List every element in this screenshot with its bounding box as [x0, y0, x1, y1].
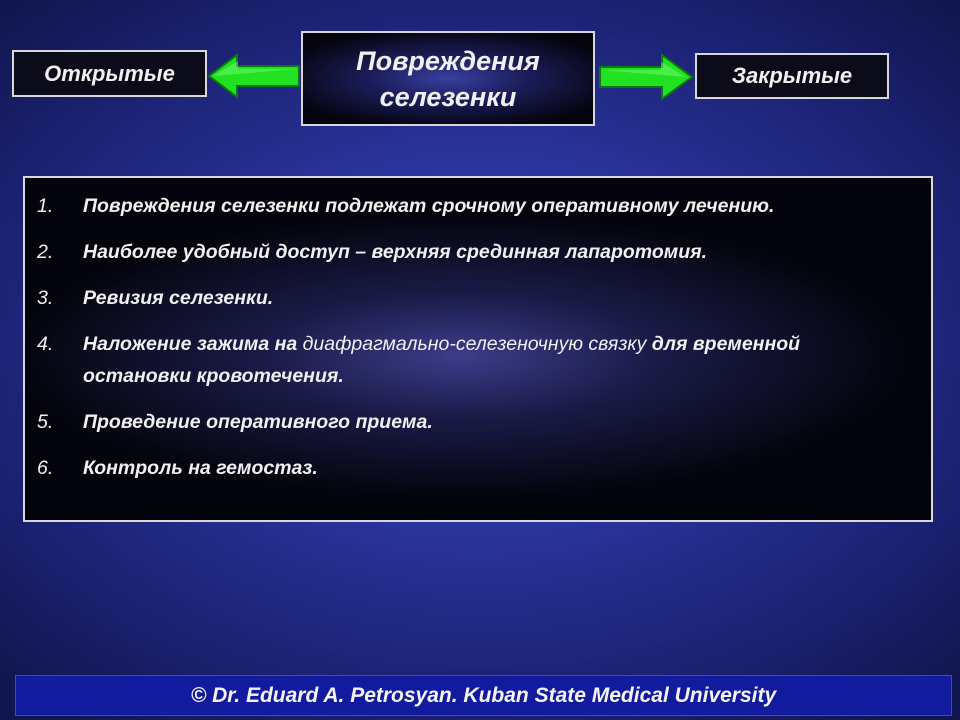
- closed-injuries-box: [695, 53, 889, 99]
- list-item-text: Проведение оперативного приема.: [83, 411, 433, 433]
- list-item-text: Ревизия селезенки.: [83, 287, 274, 309]
- list-item-number: 5.: [37, 411, 54, 433]
- closed-injuries-label: Закрытые: [731, 63, 853, 88]
- list-item-number: 6.: [37, 457, 54, 479]
- list-item: [25, 406, 931, 438]
- list-item-text-ligament: диафрагмально-селезеночную связку: [302, 333, 647, 355]
- list-item-text: Контроль на гемостаз.: [83, 457, 318, 479]
- copyright-text: © Dr. Eduard A. Petrosyan. Kuban State Medical University: [190, 683, 777, 707]
- list-item: [25, 190, 931, 222]
- list-item-text: Наиболее удобный доступ – верхняя срединная лапаротомия.: [83, 241, 708, 263]
- treatment-steps-list: [23, 176, 933, 522]
- list-item-text-c: для временной остановки кровотечения.: [83, 333, 801, 387]
- list-item-text-a: Наложение зажима на: [83, 333, 303, 355]
- copyright-footer: [15, 675, 952, 716]
- list-item-number: 3.: [37, 287, 54, 309]
- list-item: [25, 328, 931, 392]
- list-item-number: 4.: [37, 333, 54, 355]
- list-item: [25, 452, 931, 484]
- open-injuries-box: [12, 50, 207, 97]
- open-injuries-label: Открытые: [44, 60, 175, 86]
- list-item-number: 2.: [37, 241, 54, 263]
- right-arrow-icon: [598, 53, 694, 101]
- left-arrow-icon: [207, 53, 301, 99]
- list-item-number: 1.: [37, 195, 54, 217]
- title-line-1: Повреждения: [356, 45, 540, 76]
- list-item: [25, 282, 931, 314]
- list-item-text: Повреждения селезенки подлежат срочному оперативному лечению.: [83, 195, 775, 217]
- list-item: [25, 236, 931, 268]
- spleen-injuries-title-box: [301, 31, 595, 126]
- title-line-2: селезенки: [379, 81, 517, 112]
